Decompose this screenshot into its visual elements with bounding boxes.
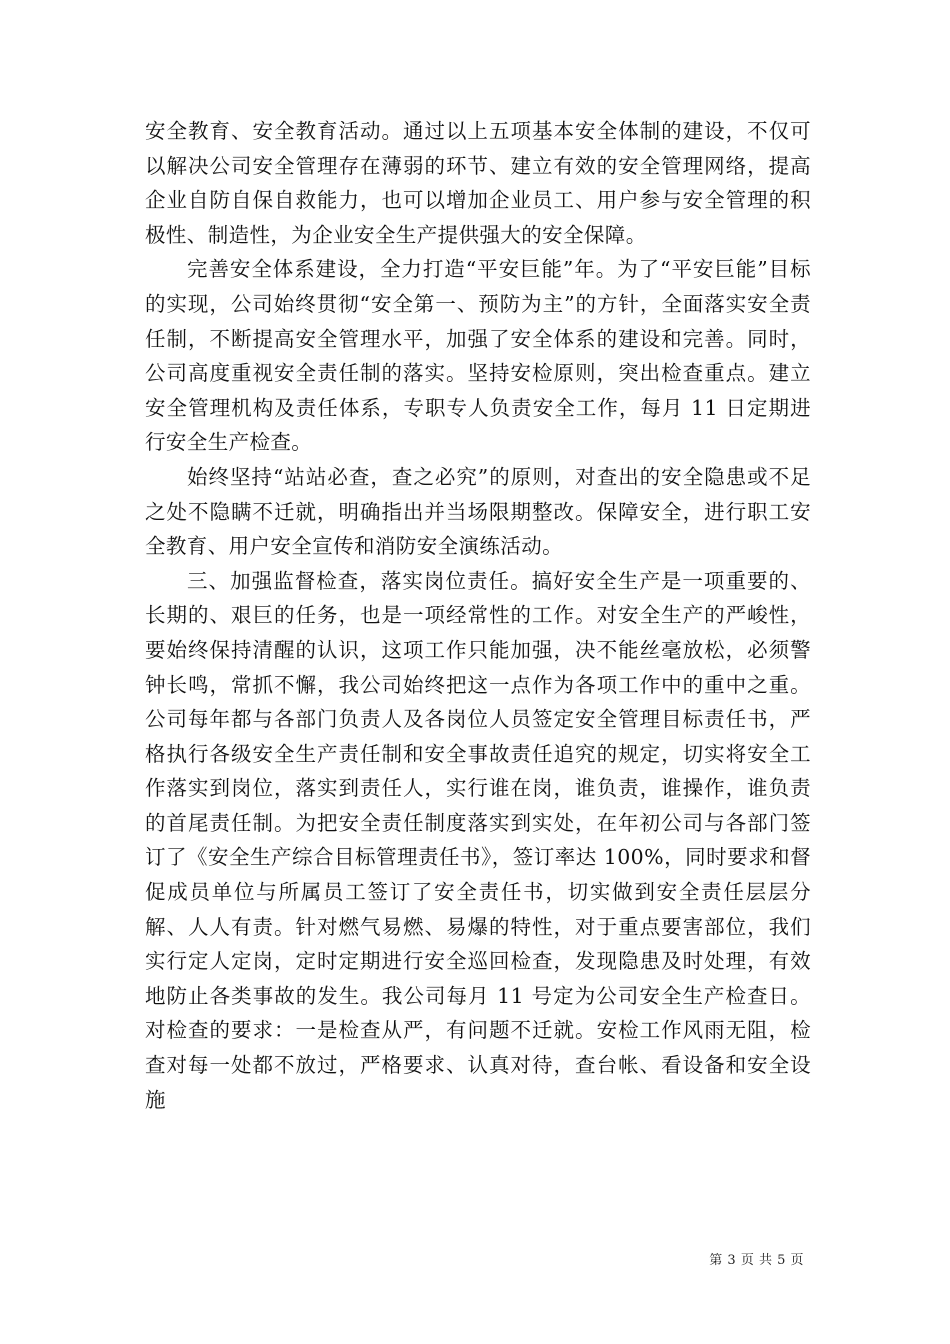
document-body <box>145 114 811 1117</box>
paragraph-inspection-principle: 始终坚持“站站必查，查之必究”的原则，对查出的安全隐患或不足之处不隐瞒不迁就，明确指出并当场限期整改。保障安全，进行职工安全教育、用户安全宣传和消防安全演练活动。 <box>145 464 811 559</box>
paragraph-safety-system: 完善安全体系建设，全力打造“平安巨能”年。为了“平安巨能”目标的实现，公司始终贯彻“安全第一、预防为主”的方针，全面落实安全责任制，不断提高安全管理水平，加强了安全体系的建设和完善。同时，公司高度重视安全责任制的落实。坚持安检原则，突出检查重点。建立安全管理机构及责任体系，专职专人负责安全工作，每月 11 日定期进行安全生产检查。 <box>145 257 811 455</box>
paragraph-supervision-responsibility: 三、加强监督检查，落实岗位责任。搞好安全生产是一项重要的、长期的、艰巨的任务，也是一项经常性的工作。对安全生产的严峻性，要始终保持清醒的认识，这项工作只能加强，决不能丝毫放松，必须警钟长鸣，常抓不懈，我公司始终把这一点作为各项工作中的重中之重。公司每年都与各部门负责人及各岗位人员签定安全管理目标责任书，严格执行各级安全生产责任制和安全事故责任追究的规定，切实将安全工作落实到岗位，落实到责任人，实行谁在岗，谁负责，谁操作，谁负责的首尾责任制。为把安全责任制度落实到实处，在年初公司与各部门签订了《安全生产综合目标管理责任书》，签订率达 100%，同时要求和督促成员单位与所属员工签订了安全责任书，切实做到安全责任层层分解、人人有责。针对燃气易燃、易爆的特性，对于重点要害部位，我们实行定人定岗，定时定期进行安全巡回检查，发现隐患及时处理，有效地防止各类事故的发生。我公司每月 11 号定为公司安全生产检查日。对检查的要求：一是检查从严，有问题不迁就。安检工作风雨无阻，检查对每一处都不放过，严格要求、认真对待，查台帐、看设备和安全设施 <box>145 568 811 1112</box>
page-number-footer: 第 3 页 共 5 页 <box>709 1253 804 1268</box>
paragraph-continuation: 安全教育、安全教育活动。通过以上五项基本安全体制的建设，不仅可以解决公司安全管理存在薄弱的环节、建立有效的安全管理网络，提高企业自防自保自救能力，也可以增加企业员工、用户参与安全管理的积极性、制造性，为企业安全生产提供强大的安全保障。 <box>145 119 811 247</box>
